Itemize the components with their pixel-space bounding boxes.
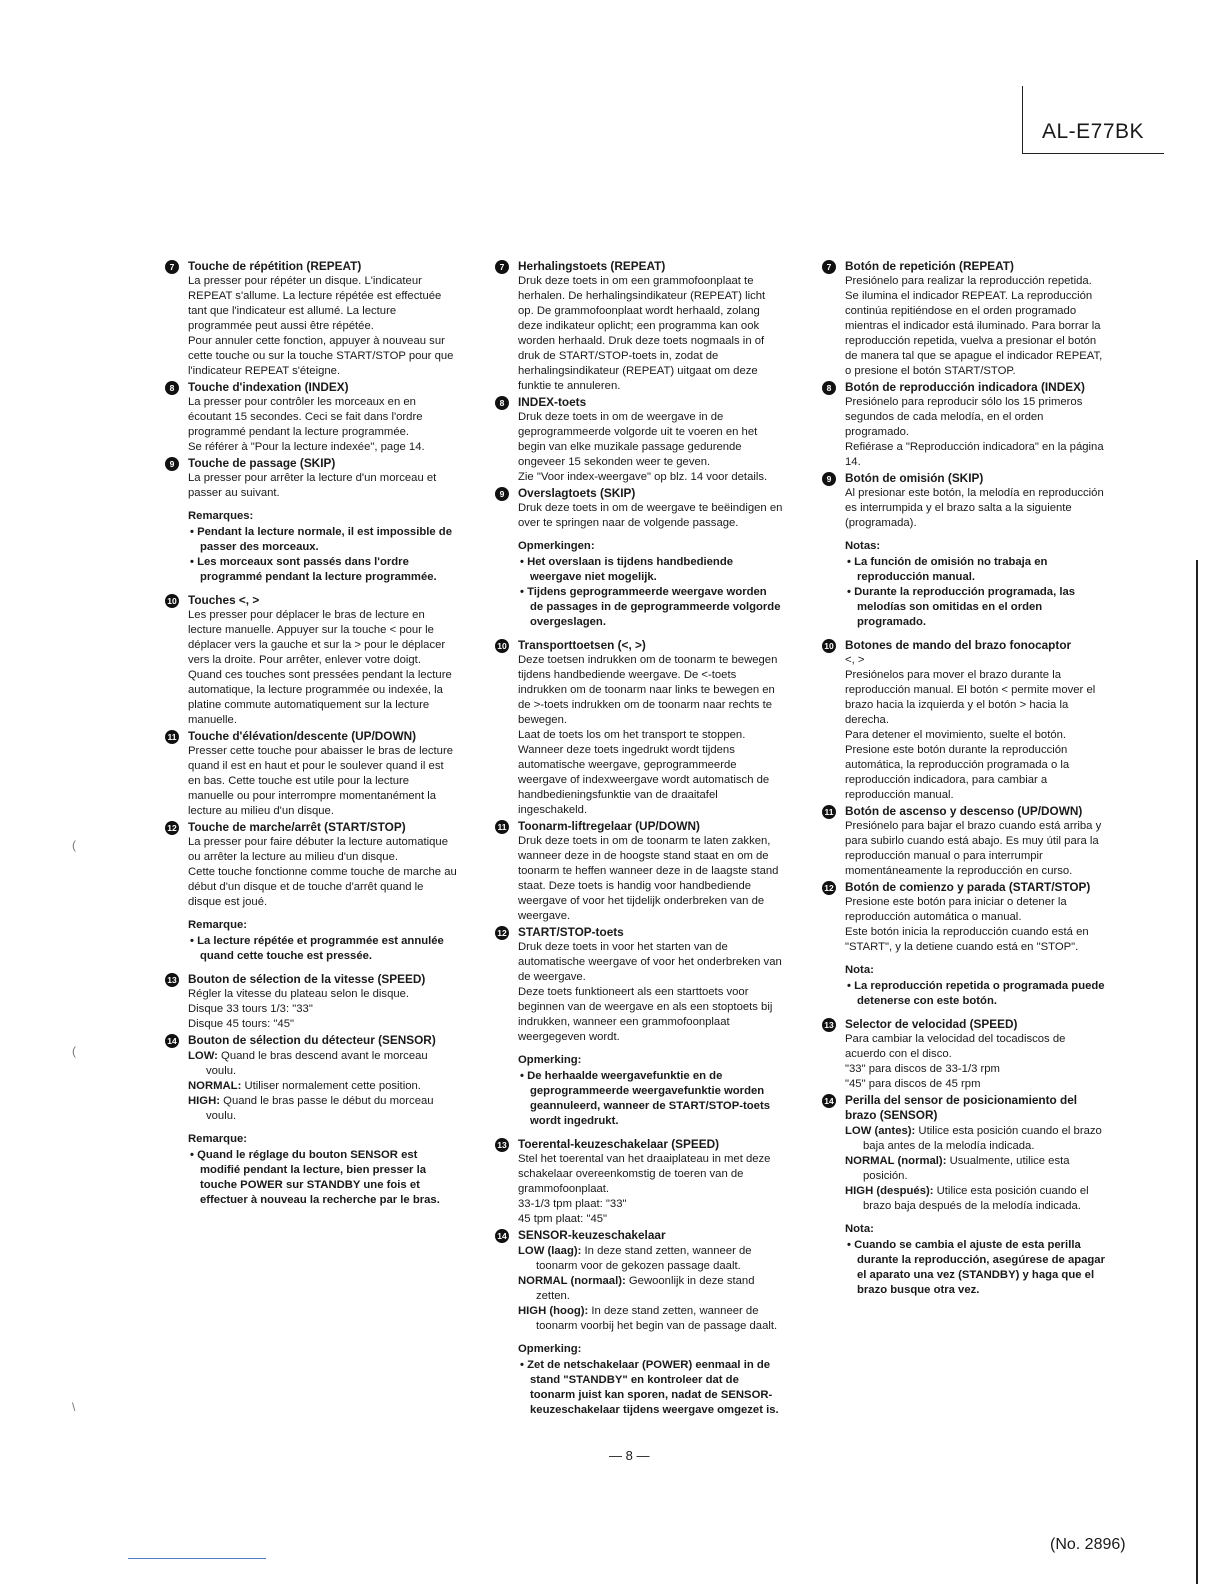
feature-item bbox=[822, 804, 1105, 879]
item-text: Druk deze toets in om de weergave te beëindigen en over te springen naar de volgende passage. bbox=[518, 502, 783, 529]
item-number-badge: 14 bbox=[165, 1034, 179, 1048]
item-title: Botón de ascenso y descenso (UP/DOWN) bbox=[845, 804, 1083, 818]
item-title: Touche de passage (SKIP) bbox=[188, 456, 336, 470]
item-number-badge: 11 bbox=[165, 730, 179, 744]
item-text: Deze toetsen indrukken om de toonarm te bewegen tijdens handbediende weergave. De <-toets indrukken om de toonarm naar links te bewegen en de >-toets indrukken om de toonarm naar rechts te bewegen. bbox=[518, 654, 778, 726]
item-title: START/STOP-toets bbox=[518, 925, 624, 939]
remark-bullet: • De herhaalde weergavefunktie en de geprogrammeerde weergavefunktie worden geannuleerd, wanneer de START/STOP-toets wordt ingedrukt. bbox=[520, 1070, 770, 1127]
sensor-option: LOW (antes): Utilice esta posición cuando el brazo baja antes de la melodía indicada. bbox=[845, 1125, 1102, 1152]
feature-item bbox=[495, 486, 783, 531]
sensor-option: LOW: Quand le bras descend avant le morceau voulu. bbox=[188, 1050, 428, 1077]
remark-bullet: • La función de omisión no trabaja en reproducción manual. bbox=[847, 556, 1048, 583]
remark-heading: Opmerking: bbox=[518, 1054, 582, 1066]
feature-item bbox=[495, 819, 783, 924]
item-text: La presser pour répéter un disque. L'indicateur REPEAT s'allume. La lecture répétée est effectuée tant que l'indicateur est allumé. La lecture programmée peut aussi être répétée. bbox=[188, 275, 442, 332]
remark-bullet: • Cuando se cambia el ajuste de esta perilla durante la reproducción, asegúrese de apagar el aparato una vez (STANDBY) y haga que el brazo busque otra vez. bbox=[847, 1239, 1105, 1296]
item-text: Laat de toets los om het transport te stoppen. Wanneer deze toets ingedrukt wordt tijdens automatische weergave, geprogrammeerde weergave of indexweergave wordt automatisch de handbedieningsfunktie van de draaitafel ingeschakeld. bbox=[518, 729, 770, 816]
item-number-badge: 7 bbox=[165, 260, 179, 274]
item-title: INDEX-toets bbox=[518, 395, 587, 409]
remark-heading: Remarque: bbox=[188, 919, 248, 931]
remark-heading: Notas: bbox=[845, 540, 881, 552]
column-spanish bbox=[822, 259, 1105, 1306]
remark-bullet: • La lecture répétée et programmée est annulée quand cette touche est pressée. bbox=[190, 935, 444, 962]
model-box-line bbox=[1022, 86, 1023, 154]
item-text: Stel het toerental van het draaiplateau in met deze schakelaar overeenkomstig de toeren van de grammofoonplaat. bbox=[518, 1153, 771, 1195]
item-number-badge: 8 bbox=[495, 396, 509, 410]
item-title: Touche de marche/arrêt (START/STOP) bbox=[188, 820, 406, 834]
remark-block bbox=[165, 1132, 457, 1208]
item-title: Toerental-keuzeschakelaar (SPEED) bbox=[518, 1137, 720, 1151]
item-number-badge: 14 bbox=[822, 1094, 836, 1108]
remark-bullet: • La reproducción repetida o programada puede detenerse con este botón. bbox=[847, 980, 1105, 1007]
feature-item bbox=[165, 729, 457, 819]
remark-block bbox=[822, 539, 1105, 630]
sensor-option-label: LOW: bbox=[188, 1050, 218, 1062]
item-number-badge: 10 bbox=[822, 639, 836, 653]
item-text: <, > bbox=[845, 654, 865, 666]
remark-bullet: • Durante la reproducción programada, las melodías son omitidas en el orden programado. bbox=[847, 586, 1076, 628]
sensor-option: NORMAL (normal): Usualmente, utilice esta posición. bbox=[845, 1155, 1070, 1182]
item-number-badge: 7 bbox=[495, 260, 509, 274]
item-number-badge: 11 bbox=[495, 820, 509, 834]
scan-mark: \ bbox=[72, 1400, 76, 1414]
item-text: Este botón inicia la reproducción cuando está en "START", y la detiene cuando está en "STOP". bbox=[845, 926, 1089, 953]
item-title: Bouton de sélection du détecteur (SENSOR) bbox=[188, 1033, 436, 1047]
feature-item bbox=[822, 380, 1105, 470]
feature-item bbox=[822, 1093, 1105, 1123]
item-text: Druk deze toets in om een grammofoonplaat te herhalen. De herhalingsindikateur (REPEAT) licht op. De grammofoonplaat wordt herhaald, zolang deze indikateur oplicht; een programma kan ook worden herhaald. Druk deze toets nogmaals in of druk de START/STOP-toets in, zodat de herhalingsindikateur (REPEAT) uitgaat om deze funktie te annuleren. bbox=[518, 275, 766, 392]
sensor-option: HIGH (después): Utilice esta posición cuando el brazo baja después de la melodía indicada. bbox=[845, 1185, 1089, 1212]
item-number-badge: 8 bbox=[165, 381, 179, 395]
item-text: Druk deze toets in om de toonarm te laten zakken, wanneer deze in de hoogste stand staat en om de toonarm te heffen wanneer deze in de laagste stand staat. Deze toets is handig voor handbediende weergave of voor het tijdelijk onderbreken van de weergave. bbox=[518, 835, 779, 922]
feature-item bbox=[822, 259, 1105, 379]
item-text: Quand ces touches sont pressées pendant la lecture automatique, la lecture programmée ou indexée, la platine commute automatiquement sur la lecture manuelle. bbox=[188, 669, 452, 726]
item-number-badge: 9 bbox=[165, 457, 179, 471]
item-text: Régler la vitesse du plateau selon le disque. bbox=[188, 988, 410, 1000]
item-number-badge: 9 bbox=[495, 487, 509, 501]
feature-item bbox=[165, 593, 457, 728]
item-text: La presser pour arrêter la lecture d'un morceau et passer au suivant. bbox=[188, 472, 437, 499]
remark-heading: Nota: bbox=[845, 964, 874, 976]
remark-bullet: • Tijdens geprogrammeerde weergave worden de passages in de geprogrammeerde volgorde overgeslagen. bbox=[520, 586, 781, 628]
sensor-option-label: NORMAL (normaal): bbox=[518, 1275, 626, 1287]
item-title: Botón de reproducción indicadora (INDEX) bbox=[845, 380, 1085, 394]
item-text: "45" para discos de 45 rpm bbox=[845, 1078, 981, 1090]
remark-bullet: • Zet de netschakelaar (POWER) eenmaal in de stand "STANDBY" en kontroleer dat de toonarm juist kan sporen, nadat de SENSOR-keuzeschakelaar tijdens weergave omgezet is. bbox=[520, 1359, 779, 1416]
item-text: Presione este botón para iniciar o detener la reproducción automática o manual. bbox=[845, 896, 1067, 923]
item-text: Presiónelo para realizar la reproducción repetida. Se ilumina el indicador REPEAT. La reproducción continúa repitiéndose en el orden programado mientras el indicador está iluminado. Para borrar la reproducción repetida, vuelva a presionar el botón de manera tal que se apague el indicador REPEAT, o presione el botón START/STOP. bbox=[845, 275, 1103, 377]
remark-heading: Remarque: bbox=[188, 1133, 248, 1145]
scan-mark: ( bbox=[72, 838, 76, 852]
item-text: Disque 45 tours: "45" bbox=[188, 1018, 294, 1030]
column-dutch bbox=[495, 259, 783, 1426]
item-title: Touche d'élévation/descente (UP/DOWN) bbox=[188, 729, 417, 743]
item-title: Perilla del sensor de posicionamiento del brazo (SENSOR) bbox=[845, 1093, 1078, 1122]
item-text: Disque 33 tours 1/3: "33" bbox=[188, 1003, 313, 1015]
item-text: Pour annuler cette fonction, appuyer à nouveau sur cette touche ou sur la touche START/STOP pour que l'indicateur REPEAT s'éteigne. bbox=[188, 335, 454, 377]
item-text: Druk deze toets in voor het starten van de automatische weergave of voor het onderbreken van de weergave. bbox=[518, 941, 782, 983]
scan-edge bbox=[1196, 560, 1198, 1584]
item-text: Cette touche fonctionne comme touche de marche au début d'un disque et de touche d'arrêt quand le disque est joué. bbox=[188, 866, 457, 908]
item-number-badge: 10 bbox=[165, 594, 179, 608]
remark-heading: Remarques: bbox=[188, 510, 254, 522]
feature-item bbox=[495, 395, 783, 485]
sensor-option: NORMAL (normaal): Gewoonlijk in deze stand zetten. bbox=[518, 1275, 755, 1302]
item-number-badge: 9 bbox=[822, 472, 836, 486]
item-title: Overslagtoets (SKIP) bbox=[518, 486, 636, 500]
item-number-badge: 11 bbox=[822, 805, 836, 819]
remark-bullet: • Les morceaux sont passés dans l'ordre programmé pendant la lecture programmée. bbox=[190, 556, 437, 583]
sensor-option: LOW (laag): In deze stand zetten, wanneer de toonarm voor de gekozen passage daalt. bbox=[518, 1245, 752, 1272]
item-text: La presser pour contrôler les morceaux en en écoutant 15 secondes. Ceci se fait dans l'ordre programmé pendant la lecture programmée. bbox=[188, 396, 423, 438]
item-text: Druk deze toets in om de weergave in de geprogrammeerde volgorde uit te voeren en het begin van elke muzikale passage gedurende ongeveer 15 sekonden weer te geven. bbox=[518, 411, 758, 468]
remark-block bbox=[495, 1053, 783, 1129]
remark-block bbox=[822, 1222, 1105, 1298]
feature-item bbox=[495, 1137, 783, 1227]
sensor-option-label: LOW (antes): bbox=[845, 1125, 916, 1137]
remark-bullet: • Pendant la lecture normale, il est impossible de passer des morceaux. bbox=[190, 526, 452, 553]
item-text: Les presser pour déplacer le bras de lecture en lecture manuelle. Appuyer sur la touche < pour le déplacer vers la gauche et sur la > pour le déplacer vers la droite. Pour arrêter, enlever votre doigt. bbox=[188, 609, 446, 666]
item-text: Se référer à "Pour la lecture indexée", page 14. bbox=[188, 441, 425, 453]
remark-block bbox=[495, 1342, 783, 1418]
feature-item bbox=[165, 972, 457, 1032]
sensor-option-label: HIGH (después): bbox=[845, 1185, 934, 1197]
sensor-option-label: HIGH: bbox=[188, 1095, 221, 1107]
remark-heading: Opmerkingen: bbox=[518, 540, 595, 552]
feature-item bbox=[822, 880, 1105, 955]
remark-heading: Opmerking: bbox=[518, 1343, 582, 1355]
sensor-options bbox=[170, 1049, 457, 1124]
item-title: Touche de répétition (REPEAT) bbox=[188, 259, 362, 273]
remark-block bbox=[165, 918, 457, 964]
sensor-options bbox=[500, 1244, 783, 1334]
feature-item bbox=[495, 259, 783, 394]
item-text: Deze toets funktioneert als een starttoets voor beginnen van de weergave en als een stoptoets bij indrukken, wanneer een grammofoonplaat weergegeven wordt. bbox=[518, 986, 773, 1043]
sensor-option-label: HIGH (hoog): bbox=[518, 1305, 589, 1317]
item-text: Para cambiar la velocidad del tocadiscos de acuerdo con el disco. bbox=[845, 1033, 1066, 1060]
item-text: "33" para discos de 33-1/3 rpm bbox=[845, 1063, 1000, 1075]
item-title: Selector de velocidad (SPEED) bbox=[845, 1017, 1018, 1031]
item-title: Touche d'indexation (INDEX) bbox=[188, 380, 349, 394]
item-number-badge: 7 bbox=[822, 260, 836, 274]
item-number-badge: 13 bbox=[495, 1138, 509, 1152]
item-text: 33-1/3 tpm plaat: "33" bbox=[518, 1198, 627, 1210]
sensor-option: NORMAL: Utiliser normalement cette position. bbox=[188, 1080, 421, 1092]
item-number-badge: 13 bbox=[165, 973, 179, 987]
item-number-badge: 8 bbox=[822, 381, 836, 395]
sensor-option-label: LOW (laag): bbox=[518, 1245, 582, 1257]
item-number-badge: 12 bbox=[165, 821, 179, 835]
feature-item bbox=[822, 1017, 1105, 1092]
item-title: Botón de omisión (SKIP) bbox=[845, 471, 984, 485]
item-number-badge: 12 bbox=[495, 926, 509, 940]
page-number: — 8 — bbox=[609, 1448, 650, 1463]
item-title: Toonarm-liftregelaar (UP/DOWN) bbox=[518, 819, 700, 833]
document-number: (No. 2896) bbox=[1050, 1536, 1126, 1553]
remark-heading: Nota: bbox=[845, 1223, 874, 1235]
item-number-badge: 14 bbox=[495, 1229, 509, 1243]
sensor-option-label: NORMAL (normal): bbox=[845, 1155, 947, 1167]
feature-item bbox=[495, 925, 783, 1045]
item-number-badge: 13 bbox=[822, 1018, 836, 1032]
item-title: Herhalingstoets (REPEAT) bbox=[518, 259, 666, 273]
remark-block bbox=[495, 539, 783, 630]
sensor-option-label: NORMAL: bbox=[188, 1080, 242, 1092]
remark-block bbox=[165, 509, 457, 585]
item-text: Zie "Voor index-weergave" op blz. 14 voor details. bbox=[518, 471, 768, 483]
scan-rule bbox=[128, 1558, 266, 1559]
item-text: Refiérase a "Reproducción indicadora" en la página 14. bbox=[845, 441, 1104, 468]
remark-bullet: • Quand le réglage du bouton SENSOR est modifié pendant la lecture, bien presser la touche POWER sur STANDBY une fois et effectuer à nouveau la recherche par le bras. bbox=[190, 1149, 440, 1206]
model-box-rule bbox=[1022, 153, 1164, 154]
feature-item bbox=[165, 456, 457, 501]
scan-mark: ( bbox=[72, 1044, 76, 1058]
item-title: Touches <, > bbox=[188, 593, 260, 607]
item-text: 45 tpm plaat: "45" bbox=[518, 1213, 608, 1225]
feature-item bbox=[822, 471, 1105, 531]
sensor-options bbox=[827, 1124, 1105, 1214]
model-number: AL-E77BK bbox=[1042, 120, 1145, 143]
remark-block bbox=[822, 963, 1105, 1009]
item-title: Botón de comienzo y parada (START/STOP) bbox=[845, 880, 1091, 894]
item-text: Presiónelos para mover el brazo durante la reproducción manual. El botón < permite mover el brazo hacia la izquierda y el botón > hacia la derecha. bbox=[845, 669, 1096, 726]
item-title: Botones de mando del brazo fonocaptor bbox=[845, 638, 1072, 652]
sensor-option: HIGH (hoog): In deze stand zetten, wanneer de toonarm voorbij het begin van de passage daalt. bbox=[518, 1305, 778, 1332]
item-number-badge: 10 bbox=[495, 639, 509, 653]
item-text: Presiónelo para reproducir sólo los 15 primeros segundos de cada melodía, en el orden programado. bbox=[845, 396, 1083, 438]
feature-item bbox=[495, 1228, 783, 1243]
feature-item bbox=[165, 380, 457, 455]
item-text: Para detener el movimiento, suelte el botón. Presione este botón durante la reproducción automática, la reproducción programada o la reproducción indicadora, para cambiar a reproducción manual. bbox=[845, 729, 1070, 801]
item-title: Botón de repetición (REPEAT) bbox=[845, 259, 1014, 273]
feature-item bbox=[822, 638, 1105, 803]
feature-item bbox=[495, 638, 783, 818]
item-number-badge: 12 bbox=[822, 881, 836, 895]
remark-bullet: • Het overslaan is tijdens handbediende weergave niet mogelijk. bbox=[520, 556, 734, 583]
item-text: Al presionar este botón, la melodía en reproducción es interrumpida y el brazo salta a la siguiente (programada). bbox=[845, 487, 1104, 529]
item-title: SENSOR-keuzeschakelaar bbox=[518, 1228, 666, 1242]
item-title: Transporttoetsen (<, >) bbox=[518, 638, 646, 652]
feature-item bbox=[165, 1033, 457, 1048]
item-title: Bouton de sélection de la vitesse (SPEED) bbox=[188, 972, 426, 986]
item-text: La presser pour faire débuter la lecture automatique ou arrêter la lecture au milieu d'un disque. bbox=[188, 836, 448, 863]
feature-item bbox=[165, 259, 457, 379]
item-text: Presser cette touche pour abaisser le bras de lecture quand il est en haut et pour le soulever quand il est en bas. Cette touche est utile pour la lecture manuelle ou pour interrompre momentanément la lecture au milieu d'un disque. bbox=[188, 745, 453, 817]
sensor-option: HIGH: Quand le bras passe le début du morceau voulu. bbox=[188, 1095, 434, 1122]
feature-item bbox=[165, 820, 457, 910]
column-french bbox=[165, 259, 457, 1216]
item-text: Presiónelo para bajar el brazo cuando está arriba y para subirlo cuando está abajo. Es muy útil para la reproducción manual o para interrumpir momentáneamente la reproducción en curso. bbox=[845, 820, 1102, 877]
